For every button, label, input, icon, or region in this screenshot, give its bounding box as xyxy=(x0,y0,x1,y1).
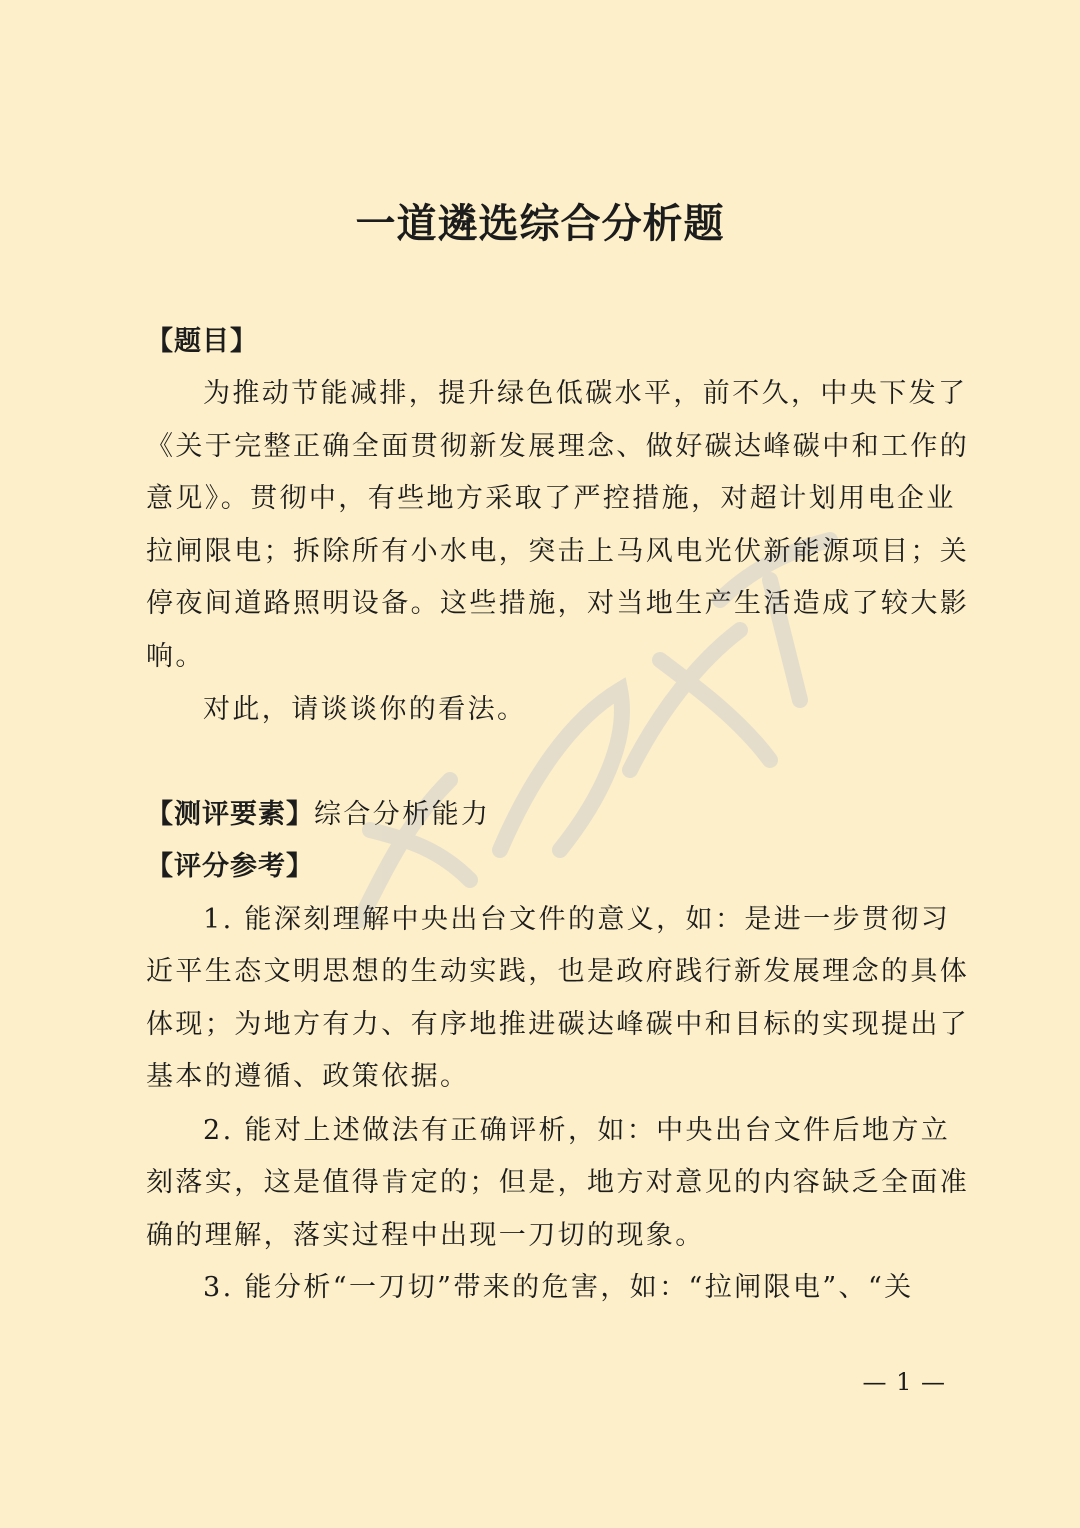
scoring-point-line: 确的理解，落实过程中出现一刀切的现象。 xyxy=(146,1220,705,1251)
question-prompt: 对此，请谈谈你的看法。 xyxy=(203,694,527,725)
question-line: 响。 xyxy=(146,641,205,672)
scoring-point-line: 体现；为地方有力、有序地推进碳达峰碳中和目标的实现提出了 xyxy=(146,1009,970,1040)
scoring-heading: 【评分参考】 xyxy=(146,851,314,882)
question-line: 意见》。贯彻中，有些地方采取了严控措施，对超计划用电企业 xyxy=(146,483,956,514)
page-number: — 1 — xyxy=(862,1368,946,1396)
question-line: 拉闸限电；拆除所有小水电，突击上马风电光伏新能源项目；关 xyxy=(146,536,970,567)
question-line: 《关于完整正确全面贯彻新发展理念、做好碳达峰碳中和工作的 xyxy=(146,431,970,462)
eval-heading: 【测评要素】 xyxy=(146,799,314,830)
scoring-point-line: 2. 能对上述做法有正确评析，如：中央出台文件后地方立 xyxy=(203,1115,951,1146)
document-title: 一道遴选综合分析题 xyxy=(355,201,725,247)
scoring-point-line: 1. 能深刻理解中央出台文件的意义，如：是进一步贯彻习 xyxy=(203,904,951,935)
question-line: 停夜间道路照明设备。这些措施，对当地生产生活造成了较大影 xyxy=(146,588,970,619)
scoring-point-line: 基本的遵循、政策依据。 xyxy=(146,1061,470,1092)
eval-value: 综合分析能力 xyxy=(314,799,491,830)
scoring-point-line: 3. 能分析“一刀切”带来的危害，如：“拉闸限电”、“关 xyxy=(203,1272,914,1303)
scoring-point-line: 近平生态文明思想的生动实践，也是政府践行新发展理念的具体 xyxy=(146,956,970,987)
question-heading: 【题目】 xyxy=(146,326,258,357)
scoring-point-line: 刻落实，这是值得肯定的；但是，地方对意见的内容缺乏全面准 xyxy=(146,1167,970,1198)
eval-row xyxy=(146,789,946,841)
question-line: 为推动节能减排，提升绿色低碳水平，前不久，中央下发了 xyxy=(203,378,968,409)
